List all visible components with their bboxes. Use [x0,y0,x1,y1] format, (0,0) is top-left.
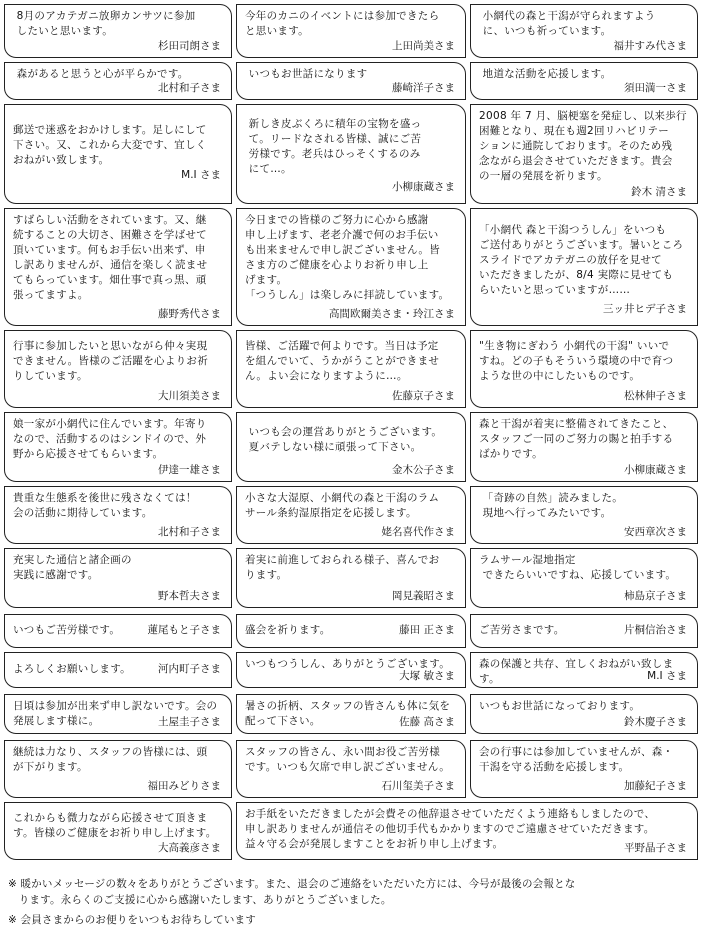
footer-note-thanks: ※ 暖かいメッセージの数々をありがとうございます。また、退会のご連絡をいただいた方には、今号が最後の会報とな ります。永らくのご支援に心から感謝いたします、ありがとうございました。 [8,878,576,906]
message-text: ラムサール湿地指定 できたらいいですね、応援しています。 [479,554,677,581]
message-signature: 小柳康蔵さま [392,181,455,193]
message-text: 会の行事には参加していませんが、森・ 干潟を守る活動を応援します。 [479,746,674,773]
message-card [470,652,698,688]
message-card [4,802,232,860]
message-card [4,4,232,58]
message-text: 盛会を祈ります。 [245,624,331,636]
message-card [470,330,698,408]
message-text: 小さな大湿原、小網代の森と干潟のラム サール条約湿原指定を応援します。 [245,492,440,519]
message-signature: 北村和子さま [158,82,221,94]
message-card [4,548,232,608]
message-text: 着実に前進しておられる様子、喜んでお ります。 [245,554,440,581]
message-signature: 鈴木慶子さま [624,716,687,728]
message-card [236,4,466,58]
message-signature: 北村和子さま [158,526,221,538]
message-text: いつもご苦労様です。 [13,624,121,636]
message-signature: 杉田司朗さま [158,40,221,52]
message-signature: 佐藤京子さま [392,390,455,402]
message-text: いつもお世話になります [245,68,368,80]
message-text: 今年のカニのイベントには参加できたら と思います。 [245,10,440,37]
message-signature: 上田尚美さま [392,40,455,52]
message-signature: 高間欧爾美さま・玲江さま [329,308,455,320]
message-card [236,548,466,608]
message-signature: 安西章次さま [624,526,687,538]
message-text: "生き物にぎわう 小網代の干潟" いいで すね。どの子もそういう環境の中で育つ ような世の中にしたいものです。 [479,340,674,382]
message-signature: 加藤紀子さま [624,780,687,792]
message-card [236,412,466,482]
message-text: 暑さの折柄、スタッフの皆さんも体に気を 配って下さい。 [245,700,451,727]
message-text: 娘一家が小網代に住んでいます。年寄り なので、活動するのはシンドイので、外 野から応援させてもらいます。 [13,418,207,460]
message-card [4,694,232,734]
message-text: 8月のアカテガニ放卵カンサツに参加 したいと思います。 [16,10,196,37]
message-card [236,614,466,648]
message-text: 日頃は参加が出来ず申し訳ないです。会の 発展します様に。 [13,700,218,727]
message-text: 森があると思うと心が平らかです。 [13,68,189,80]
message-card [470,208,698,326]
message-text: よろしくお願いします。 [13,663,131,675]
message-card [470,412,698,482]
message-signature: 大塚 敏さま [399,670,455,682]
message-card [236,802,698,860]
message-card [236,330,466,408]
message-signature: 伊達一雄さま [158,464,221,476]
message-signature: 土屋圭子さま [158,716,221,728]
message-signature: 福田みどりさま [147,780,221,792]
message-card [470,740,698,798]
message-card [470,486,698,544]
message-signature: 三ッ井ヒデ子さま [603,303,687,315]
message-card [470,694,698,734]
message-text: 皆様、ご活躍で何よりです。当日は予定 を組んでいて、うかがうことができませ ん。よい会になりますように…。 [245,340,440,382]
message-signature: 松林伸子さま [624,390,687,402]
message-card [236,486,466,544]
message-text: 「小網代 森と干潟つうしん」をいつも ご送付ありがとうございます。暑いところ スライドでアカテガニの放仔を見せて いただきましたが、8/4 実際に見せても らいたいと思っていますが…… [479,224,684,296]
message-text: 貴重な生態系を後世に残さなくては！ 会の活動に期待しています。 [13,492,197,519]
message-text: 新しき皮ぶくろに積年の宝物を盛っ て。リードなされる皆様、誠にご苦 労様です。老兵はひっそくするのみ にて…。 [248,118,422,175]
message-text: 森の保護と共存、宜しくおねがい致しま す。 [479,658,674,685]
message-text: いつもお世話になっております。 [479,700,641,712]
message-text: すばらしい活動をされています。又、継 続することの大切さ、困難さを学ばせて 頂いています。何もお手伝い出来ず、申 し訳ありませんが、通信を楽しく読ませ てもらっています。畑仕事で真っ黒、頑 張ってますよ。 [13,214,208,301]
message-signature: 岡見義昭さま [392,590,455,602]
message-signature: 福井すみ代さま [613,40,687,52]
message-text: ご苦労さまです。 [479,624,565,636]
message-signature: 大高義彦さま [158,842,221,854]
message-card [236,740,466,798]
message-card [236,62,466,100]
message-signature: 藤崎洋子さま [392,82,455,94]
message-card [470,104,698,204]
message-card [236,104,466,204]
message-signature: 藤田 正さま [399,624,455,636]
message-signature: 平野晶子さま [624,842,687,854]
message-text: 郵送で迷惑をおかけします。足しにして 下さい。又、これから大変です、宜しく おねがい致します。 [13,124,207,166]
message-card [4,412,232,482]
message-signature: 藤野秀代さま [158,308,221,320]
message-text: スタッフの皆さん、永い間お役ご苦労様 です。いつも欠席で申し訳ございません。 [245,746,450,773]
message-text: お手紙をいただきましたが会費その他辞退させていただくよう連絡もしましたので、 申し訳ありませんが通信その他切手代もかかりますのでご遠慮させていただきます。 益々守る会が発展しますことをお祈り申し上げます。 [245,808,656,850]
message-text: 地道な活動を応援します。 [479,68,612,80]
message-text: 「奇跡の自然」読みました。 現地へ行ってみたいです。 [482,492,624,519]
message-signature: 大川須美さま [158,390,221,402]
message-card [470,548,698,608]
message-card [4,330,232,408]
message-signature: 佐藤 高さま [399,716,455,728]
message-signature: 野本哲夫さま [158,590,221,602]
message-card [4,486,232,544]
message-text: 今日までの皆様のご努力に心から感謝 申し上げます、老老介護で何のお手伝い も出来ませんで申し訳ございません。皆 さま方のご健康を心よりお祈り申し上 げます。 「つうしん」は楽しみに拝読しています。 [245,214,450,301]
message-signature: 鈴木 清さま [631,186,687,198]
message-card [236,694,466,734]
message-signature: 須田満一さま [624,82,687,94]
message-text: 2008 年 7 月、脳梗塞を発症し、以来歩行 困難となり、現在も週2回リハビリテー ションに通院しております。そのため残 念ながら退会させていただきます。貴会 の一層の発展を祈ります。 [479,110,687,182]
message-card [470,614,698,648]
message-card [4,104,232,204]
message-signature: 姥名喜代作さま [381,526,455,538]
message-text: いつも会の運営ありがとうございます。 夏バテしない様に頑張って下さい。 [248,426,443,453]
message-signature: M.I さま [181,169,221,181]
message-card [4,652,232,688]
message-signature: 片桐信治さま [624,624,687,636]
message-text: 充実した通信と諸企画の 実践に感謝です。 [13,554,132,581]
message-signature: 柿島京子さま [624,590,687,602]
message-signature: 蓮尾もと子さま [147,624,221,636]
message-signature: 金木公子さま [392,464,455,476]
message-text: 行事に参加したいと思いながら仲々実現 できません。皆様のご活躍を心よりお祈 りしています。 [13,340,209,382]
message-card [236,208,466,326]
message-card [4,740,232,798]
message-text: 継続は力なり、スタッフの皆様には、頭 が下がります。 [13,746,208,773]
message-text: 森と干潟が着実に整備されてきたこと、 スタッフご一同のご努力の賜と拍手する ばかりです。 [479,418,674,460]
message-card [236,652,466,688]
message-text: これからも微力ながら応援させて頂きま す。皆様のご健康をお祈り申し上げます。 [13,812,217,839]
message-signature: 小柳康蔵さま [624,464,687,476]
message-signature: M.I さま [647,670,687,682]
message-card [4,208,232,326]
message-card [470,4,698,58]
message-signature: 石川玺美子さま [381,780,455,792]
message-card [4,62,232,100]
footer-note-request: ※ 会員さまからのお便りをいつもお待ちしています [8,914,256,926]
message-signature: 河内町子さま [158,663,221,675]
message-text: いつもつうしん、ありがとうございます。 [245,658,450,670]
message-card [4,614,232,648]
footer-notes [8,876,696,928]
message-card [470,62,698,100]
message-text: 小網代の森と干潟が守られますよう に、いつも祈っています。 [482,10,656,37]
